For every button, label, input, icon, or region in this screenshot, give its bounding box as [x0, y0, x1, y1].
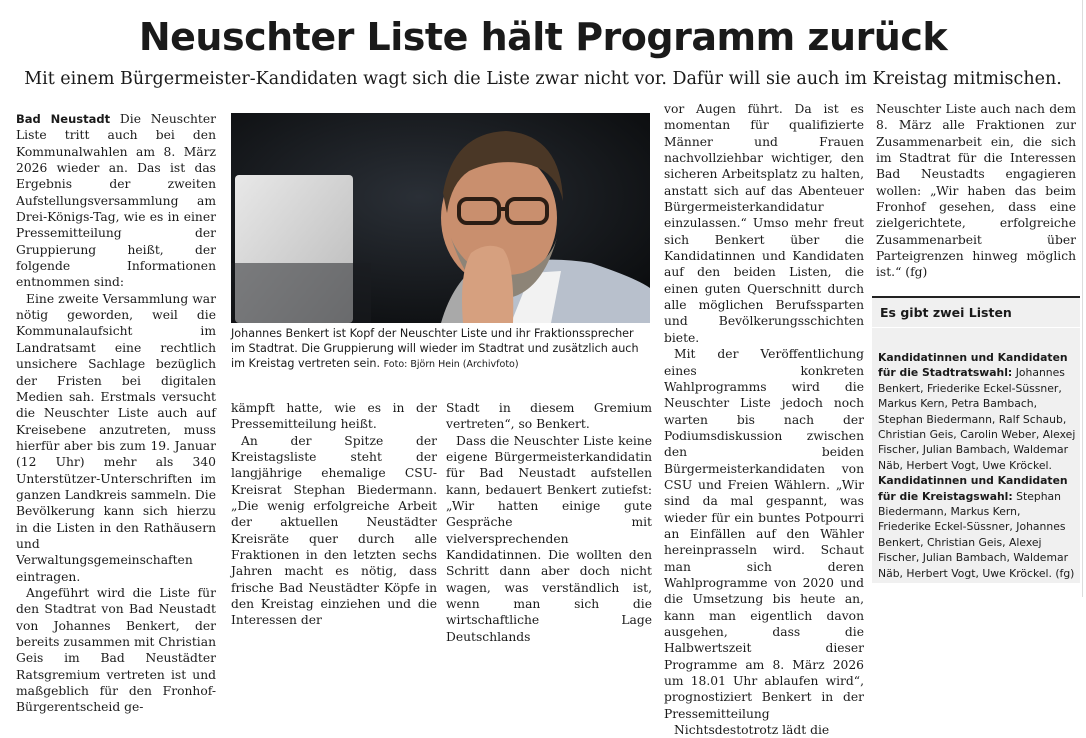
subheadline: Mit einem Bürgermeister-Kandidaten wagt sich die Liste zwar nicht vor. Dafür will sie auch im Kreistag mitmischen.: [24, 69, 1062, 89]
headline: Neuschter Liste hält Programm zurück: [138, 15, 948, 59]
paragraph: Neuschter Liste auch nach dem 8. März alle Fraktionen zur Zusammenarbeit ein, die sich im Stadtrat für die Interessen Bad Neustadts engagieren wollen: „Wir haben das beim Fronhof gesehen, dass eine zielgerichtete, erfolgreiche Zusammenarbeit über Parteigrenzen hinweg möglich ist.“ (fg): [876, 102, 1076, 280]
candidate-list-stadtrat: Johannes Benkert, Friederike Eckel-Süssner, Markus Kern, Petra Bambach, Stephan Biedermann, Ralf Schaub, Christian Geis, Carolin Weber, Alexej Fischer, Julian Bambach, Waldemar Näb, Herbert Vogt, Uwe Kröckel.: [878, 366, 1076, 472]
article-column-3: [664, 101, 864, 738]
photo-credit: Foto: Björn Hein (Archivfoto): [383, 359, 519, 370]
page-edge-rule: [1082, 0, 1083, 597]
paragraph: Eine zweite Versammlung war nötig geworden, weil die Kommunalaufsicht im Landratsamt eine rechtlich unsichere Sachlage bezüglich der Fristen bei digitalen Medien sah. Erstmals versucht die Neuschter Liste auch auf Kreisebene anzutreten, muss hierfür aber bis zum 19. Januar (12 Uhr) mehr als 340 Unterstützer-Unterschriften im ganzen Landkreis sammeln. Die Bevölkerung kann sich hierzu in die Listen in den Rathäusern und Verwaltungsgemeinschaften eintragen.: [16, 291, 216, 584]
paragraph: kämpft hatte, wie es in der Pressemitteilung heißt.: [231, 401, 437, 432]
article-column-1: [16, 111, 216, 715]
caption-text: Johannes Benkert ist Kopf der Neuschter Liste und ihr Fraktionssprecher im Stadtrat. Die Gruppierung will wieder im Stadtrat und zusätzlich auch im Kreistag vertreten sein.: [231, 327, 639, 370]
article-photo: [231, 113, 650, 323]
paragraph: Stadt in diesem Gremium vertreten“, so Benkert.: [446, 401, 652, 432]
info-box-title: Es gibt zwei Listen: [880, 305, 1012, 320]
info-box-divider: [872, 327, 1080, 328]
candidate-list-kreistag: Stephan Biedermann, Markus Kern, Friederike Eckel-Süssner, Johannes Benkert, Christian Geis, Alexej Fischer, Julian Bambach, Waldemar Näb, Herbert Vogt, Uwe Kröckel. (fg): [878, 489, 1075, 580]
info-box: [872, 296, 1080, 583]
paragraph: Die Neuschter Liste tritt auch bei den Kommunalwahlen am 8. März 2026 wieder an. Das ist das Ergebnis der zweiten Aufstellungsversammlung am Drei-Königs-Tag, wie es in einer Pressemitteilung der Gruppierung heißt, der folgende Informationen entnommen sind:: [16, 112, 216, 290]
paragraph: vor Augen führt. Da ist es momentan für qualifizierte Männer und Frauen nachvollziehbar wichtiger, den sicheren Arbeitsplatz zu halten, anstatt sich auf das Abenteuer Bürgermeisterkandidatur einzulassen.“ Umso mehr freut sich Benkert über die Kandidatinnen und Kandidaten auf den beiden Listen, die einen guten Querschnitt durch alle möglichen Berufssparten und Bevölkerungsschichten biete.: [664, 102, 864, 345]
article-column-2a: [231, 400, 437, 628]
article-column-2b: [446, 400, 652, 644]
article-column-4: [876, 101, 1076, 280]
list-heading-stadtrat: Kandidatinnen und Kandidaten für die Stadtratswahl:: [878, 351, 1068, 380]
paragraph: Angeführt wird die Liste für den Stadtrat von Bad Neustadt von Johannes Benkert, der bereits zusammen mit Christian Geis im Bad Neustädter Ratsgremium vertreten ist und maßgeblich für den Fronhof-Bürgerentscheid ge-: [16, 585, 216, 715]
paragraph: Nichtsdestotrotz lädt die: [674, 723, 830, 738]
paragraph: An der Spitze der Kreistagsliste steht der langjährige ehemalige CSU-Kreisrat Stephan Biedermann. „Die wenig erfolgreiche Arbeit der aktuellen Neustädter Kreisräte quer durch alle Fraktionen in den letzten sechs Jahren macht es nötig, dass frische Bad Neustädter Köpfe in den Kreistag einziehen und die Interessen der: [231, 433, 437, 628]
info-box-body: [878, 350, 1076, 581]
paragraph: Dass die Neuschter Liste keine eigene Bürgermeisterkandidatin für Bad Neustadt aufstellen kann, bedauert Benkert zutiefst: „Wir hatten einige gute Gespräche mit vielversprechenden Kandidatinnen. Die wollten den Schritt dann aber doch nicht wagen, was verständlich ist, wenn man sich die wirtschaftliche Lage Deutschlands: [446, 433, 652, 644]
photo-caption: [231, 326, 650, 372]
dateline: Bad Neustadt: [16, 112, 111, 126]
portrait-image: [231, 113, 650, 323]
paragraph: Mit der Veröffentlichung eines konkreten Wahlprogramms wird die Neuschter Liste jedoch noch warten bis nach der Podiumsdiskussion zwischen den beiden Bürgermeisterkandidaten von CSU und Freien Wählern. „Wir sind da mal gespannt, was wieder für ein buntes Potpourri an Einfällen auf den Wähler hereinprasseln wird. Schaut man sich deren Wahlprogramme von 2020 und die Umsetzung bis heute an, kann man eigentlich davon ausgehen, dass die Halbwertszeit dieser Programme am 8. März 2026 um 18.01 Uhr ablaufen wird“, prognostiziert Benkert in der Pressemitteilung: [664, 347, 864, 721]
info-box-top-rule: [872, 296, 1080, 298]
list-heading-kreistag: Kandidatinnen und Kandidaten für die Kreistagswahl:: [878, 474, 1068, 503]
